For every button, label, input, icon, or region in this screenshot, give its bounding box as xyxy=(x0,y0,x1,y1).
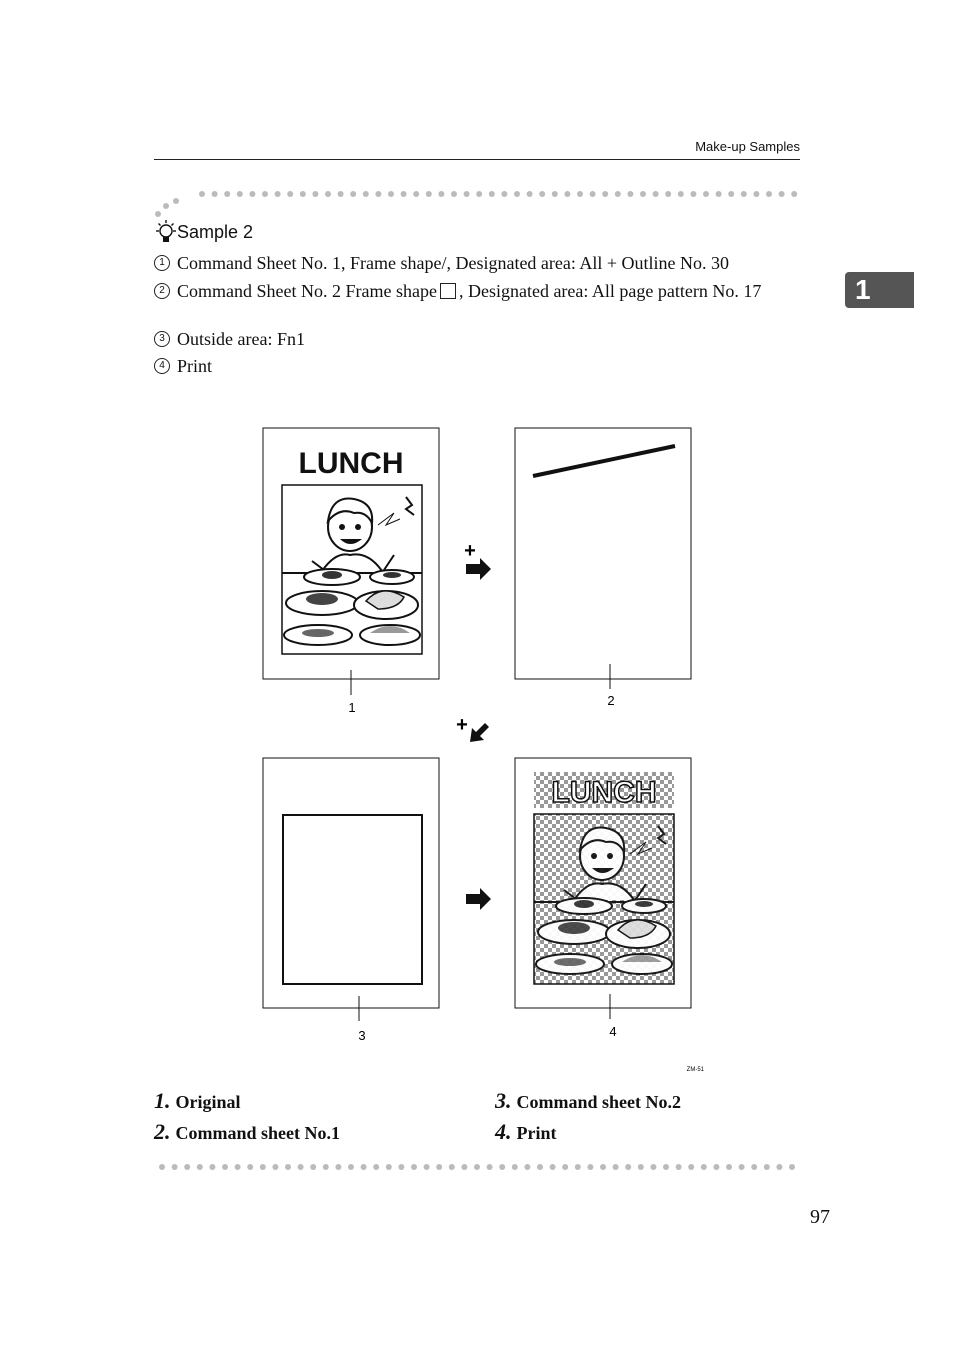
step-text-part: Command Sheet No. 2 Frame shape xyxy=(177,281,437,301)
step-number: 4 xyxy=(154,358,170,374)
frame-rectangle xyxy=(283,815,422,984)
lunch-title: LUNCH xyxy=(298,447,404,480)
header-rule xyxy=(154,159,800,160)
step-number: 3 xyxy=(154,331,170,347)
legend-number: 3. xyxy=(495,1088,512,1113)
legend-label: Print xyxy=(516,1123,557,1143)
chapter-tab: 1 xyxy=(845,272,914,308)
dotted-separator-bottom xyxy=(154,1163,800,1171)
step-text: Print xyxy=(177,356,213,376)
callout-2: 2 xyxy=(607,693,615,708)
legend-item-2 xyxy=(154,1119,340,1145)
legend-item-1 xyxy=(154,1088,241,1114)
legend-number: 1. xyxy=(154,1088,171,1113)
page-number: 97 xyxy=(810,1206,830,1228)
lunch-title-outlined: LUNCH xyxy=(551,776,657,809)
callout-3: 3 xyxy=(358,1028,366,1043)
makeup-diagram xyxy=(240,420,720,1080)
step-2 xyxy=(154,281,804,323)
legend-label: Command sheet No.1 xyxy=(175,1123,340,1143)
legend-item-4 xyxy=(495,1119,557,1145)
step-number: 2 xyxy=(154,283,170,299)
callout-1: 1 xyxy=(348,700,356,715)
dotted-corner xyxy=(154,197,184,217)
plus-sign: + xyxy=(456,714,468,736)
plus-sign: + xyxy=(464,540,476,562)
legend-label: Command sheet No.2 xyxy=(516,1092,681,1112)
callout-4: 4 xyxy=(609,1024,617,1039)
step-text: Command Sheet No. 1, Frame shape/, Designated area: All + Outline No. 30 xyxy=(177,253,730,273)
legend-label: Original xyxy=(175,1092,241,1112)
figure-code: ZM-51 xyxy=(686,1067,704,1073)
legend-number: 2. xyxy=(154,1119,171,1144)
step-number: 1 xyxy=(154,255,170,271)
step-text xyxy=(177,281,802,302)
arrow-right-icon xyxy=(466,888,491,910)
legend-item-3 xyxy=(495,1088,681,1114)
arrow-diagonal-icon xyxy=(470,723,489,742)
lightbulb-icon xyxy=(154,219,178,245)
step-text: Outside area: Fn1 xyxy=(177,329,305,349)
dotted-separator-top xyxy=(154,190,800,198)
legend-number: 4. xyxy=(495,1119,512,1144)
running-header: Make-up Samples xyxy=(695,139,800,154)
step-text-part: , Designated area: All page pattern No. 17 xyxy=(458,281,762,301)
sheet-command-1 xyxy=(515,428,691,679)
sample-title: Sample 2 xyxy=(177,222,254,242)
frame-shape-icon xyxy=(440,283,456,299)
